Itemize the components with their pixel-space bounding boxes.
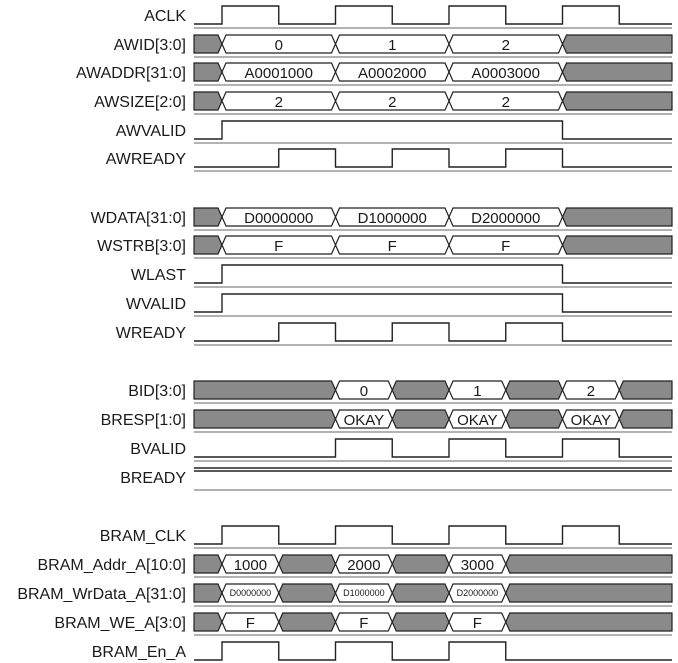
signal-row-wready — [116, 323, 672, 345]
bus-undefined-segment — [506, 584, 672, 602]
signal-label-awaddr: AWADDR[31:0] — [76, 65, 186, 82]
bus-value-text: F — [472, 615, 482, 632]
bus-undefined-segment — [563, 236, 673, 254]
signal-row-bram-addr-a — [37, 555, 672, 577]
group-bram-port-a — [17, 526, 672, 663]
signal-label-wready: WREADY — [115, 325, 186, 342]
bus-undefined-segment — [619, 410, 672, 428]
bus-undefined-segment — [563, 92, 673, 110]
bus-undefined-segment — [506, 381, 563, 399]
bus-value-text: 1 — [388, 37, 397, 54]
bus-value-text: 2 — [388, 94, 397, 111]
bus-undefined-segment — [392, 613, 449, 631]
signal-label-bram-wrdata-a: BRAM_WrData_A[31:0] — [17, 586, 186, 603]
signal-row-bram-en-a — [92, 642, 672, 663]
bus-undefined-segment — [194, 35, 222, 53]
signal-label-bram-clk: BRAM_CLK — [99, 528, 186, 545]
bus-value-text: D0000000 — [229, 588, 272, 598]
signal-row-awready — [106, 149, 672, 171]
signal-label-awsize: AWSIZE[2:0] — [94, 94, 186, 111]
bus-value-text: 0 — [274, 37, 283, 54]
bus-value-text: F — [387, 238, 397, 255]
bus-undefined-segment — [194, 584, 222, 602]
bus-value-text: F — [245, 615, 255, 632]
bus-undefined-segment — [506, 555, 672, 573]
group-write-data-channel — [91, 208, 672, 345]
signal-row-wdata — [91, 208, 672, 230]
signal-row-aclk — [144, 6, 672, 28]
bus-value-text: A0001000 — [244, 65, 313, 82]
level-waveform — [194, 642, 672, 660]
bus-undefined-segment — [392, 410, 449, 428]
bus-value-text: OKAY — [457, 412, 498, 429]
signal-label-wvalid: WVALID — [125, 296, 186, 313]
signal-label-wstrb: WSTRB[3:0] — [97, 238, 186, 255]
bus-undefined-segment — [506, 410, 563, 428]
bus-undefined-segment — [194, 63, 222, 81]
bus-undefined-segment — [563, 208, 673, 226]
signal-label-bvalid: BVALID — [130, 441, 186, 458]
signal-row-bram-clk — [100, 526, 672, 548]
bus-undefined-segment — [392, 584, 449, 602]
bus-undefined-segment — [279, 555, 336, 573]
signal-row-wstrb — [97, 236, 672, 258]
bus-value-text: D1000000 — [343, 588, 385, 598]
signal-label-awvalid: AWVALID — [115, 123, 186, 140]
signal-row-awid — [114, 35, 672, 57]
group-write-address-channel — [76, 6, 672, 171]
signal-row-bram-we-a — [54, 613, 672, 635]
level-waveform — [194, 294, 672, 312]
bus-value-text: A0003000 — [471, 65, 540, 82]
level-waveform — [194, 323, 672, 341]
level-waveform — [194, 439, 672, 457]
bus-value-text: OKAY — [343, 412, 385, 429]
bus-value-text: 2 — [586, 383, 596, 400]
signal-label-bram-en-a: BRAM_En_A — [91, 644, 186, 661]
bus-undefined-segment — [392, 381, 449, 399]
signal-row-bid — [128, 381, 672, 403]
signal-row-awaddr — [76, 63, 672, 85]
bus-undefined-segment — [194, 381, 336, 399]
signal-row-bready — [120, 468, 672, 490]
bus-value-text: F — [501, 238, 511, 255]
signal-row-awsize — [94, 92, 672, 114]
bus-undefined-segment — [392, 555, 449, 573]
bus-value-text: 3000 — [460, 557, 495, 574]
bus-value-text: 2 — [501, 94, 510, 111]
bus-undefined-segment — [194, 613, 222, 631]
bus-undefined-segment — [194, 208, 222, 226]
bus-value-text: OKAY — [570, 412, 612, 429]
signal-label-aclk: ACLK — [144, 8, 186, 25]
bus-value-text: F — [274, 238, 284, 255]
bus-undefined-segment — [194, 92, 222, 110]
bus-value-text: A0002000 — [358, 65, 427, 82]
bus-undefined-segment — [506, 613, 672, 631]
signal-row-bram-wrdata-a — [17, 584, 672, 606]
signal-label-awid: AWID[3:0] — [113, 37, 186, 54]
bus-undefined-segment — [194, 410, 336, 428]
level-waveform — [194, 121, 672, 139]
signal-label-bram-addr-a: BRAM_Addr_A[10:0] — [37, 557, 186, 574]
bus-value-text: 2000 — [347, 557, 381, 574]
signal-label-bram-we-a: BRAM_WE_A[3:0] — [54, 615, 186, 632]
bus-undefined-segment — [563, 63, 673, 81]
bus-undefined-segment — [194, 236, 222, 254]
bus-undefined-segment — [194, 555, 222, 573]
bus-value-text: D0000000 — [244, 210, 314, 227]
signal-row-bvalid — [130, 439, 672, 461]
level-waveform — [194, 149, 672, 167]
bus-value-text: 2 — [274, 94, 283, 111]
bus-undefined-segment — [279, 584, 336, 602]
bus-undefined-segment — [279, 613, 336, 631]
clock-waveform — [194, 526, 672, 544]
bus-value-text: 1000 — [233, 557, 268, 574]
signal-label-bresp: BRESP[1:0] — [100, 412, 186, 429]
bus-value-text: D1000000 — [357, 210, 427, 227]
signal-label-awready: AWREADY — [105, 151, 186, 168]
bus-value-text: 1 — [473, 383, 482, 400]
group-write-response-channel — [101, 381, 672, 490]
bus-value-text: D2000000 — [456, 588, 499, 598]
bus-value-text: 2 — [501, 37, 510, 54]
bus-value-text: F — [359, 615, 369, 632]
bus-value-text: D2000000 — [471, 210, 541, 227]
signal-label-wlast: WLAST — [130, 267, 186, 284]
signal-label-bid: BID[3:0] — [128, 383, 186, 400]
bus-undefined-segment — [563, 35, 673, 53]
signal-row-wlast — [131, 265, 672, 287]
signal-label-bready: BREADY — [120, 470, 186, 487]
bus-value-text: 0 — [359, 383, 369, 400]
bus-undefined-segment — [619, 381, 672, 399]
clock-waveform — [194, 6, 672, 24]
signal-row-awvalid — [116, 121, 672, 143]
signal-label-wdata: WDATA[31:0] — [90, 210, 186, 227]
level-waveform — [194, 265, 672, 283]
signal-row-bresp — [101, 410, 672, 432]
signal-row-wvalid — [126, 294, 672, 316]
